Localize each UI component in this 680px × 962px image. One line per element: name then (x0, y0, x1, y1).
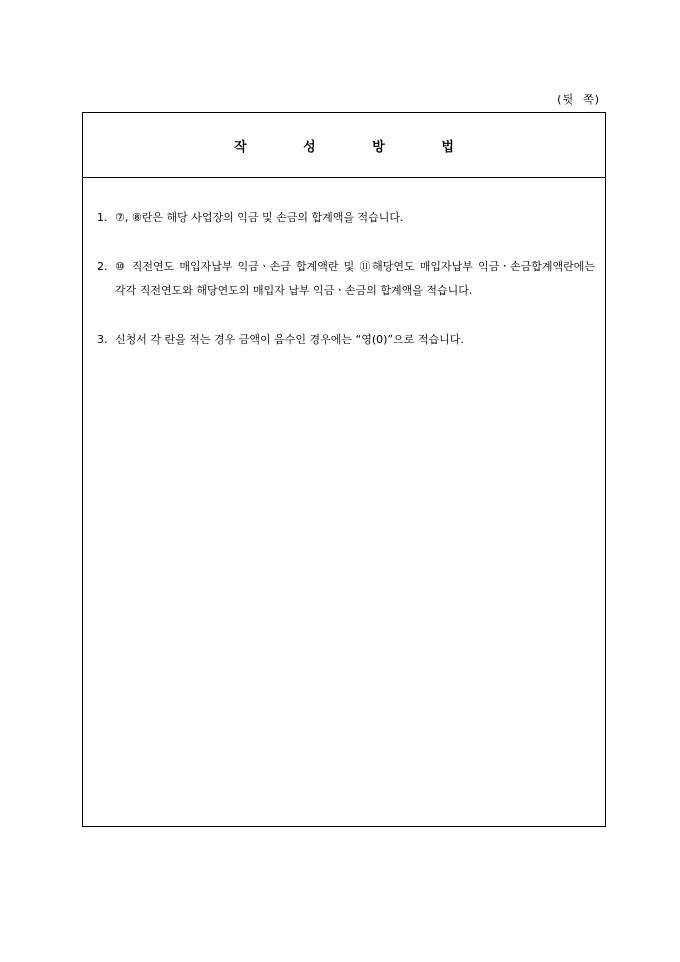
title-row (83, 113, 605, 178)
instruction-number: 3. (97, 333, 108, 346)
instruction-item (97, 328, 595, 352)
instruction-item (97, 255, 595, 303)
page-side-label: (뒷 쪽) (557, 93, 600, 106)
instruction-number: 2. (97, 260, 108, 273)
instruction-item (97, 206, 595, 230)
instructions-form (82, 112, 606, 827)
instruction-text: 신청서 각 란을 적는 경우 금액이 음수인 경우에는 “영(0)”으로 적습니다. (115, 333, 464, 346)
form-title: 작 성 방 법 (234, 139, 480, 155)
instructions-list (83, 178, 605, 352)
instruction-text: ⑦, ⑧란은 해당 사업장의 익금 및 손금의 합계액을 적습니다. (115, 211, 404, 224)
instruction-number: 1. (97, 211, 108, 224)
instruction-text: ⑩ 직전연도 매입자납부 익금ㆍ손금 합계액란 및 ⑪해당연도 매입자납부 익금ㆍ손금합계액란에는 각각 직전연도와 해당연도의 매입자 납부 익금ㆍ손금의 합계액을 적습니다. (115, 260, 595, 297)
